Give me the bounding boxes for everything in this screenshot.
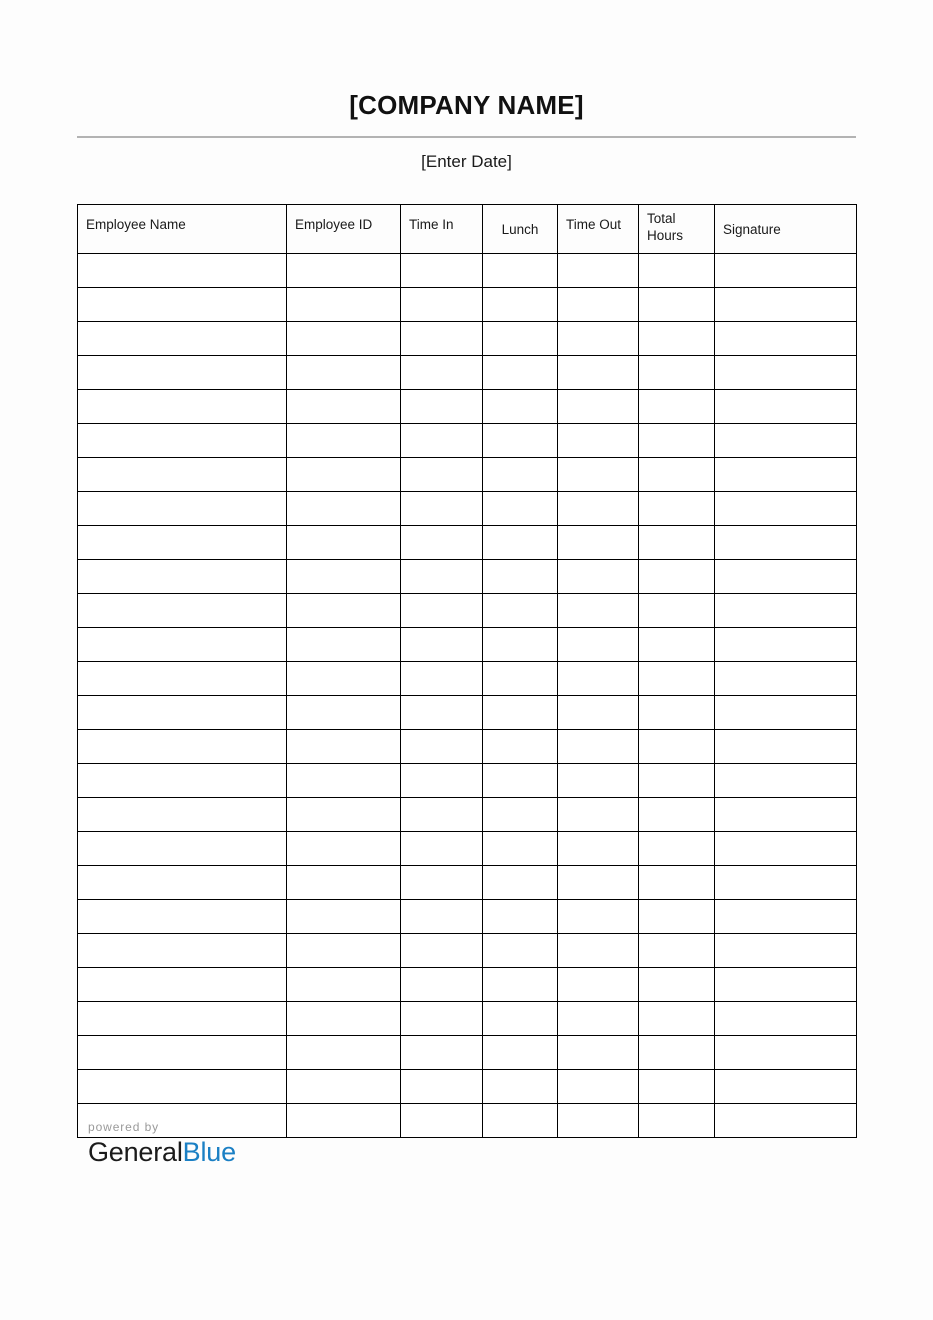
table-cell[interactable] (558, 1104, 639, 1138)
table-cell[interactable] (483, 424, 558, 458)
table-cell[interactable] (639, 594, 715, 628)
table-cell[interactable] (558, 764, 639, 798)
table-cell[interactable] (715, 424, 857, 458)
table-cell[interactable] (558, 390, 639, 424)
table-row[interactable] (78, 968, 857, 1002)
column-header-time-out: Time Out (558, 205, 639, 254)
table-row[interactable] (78, 934, 857, 968)
table-cell[interactable] (401, 662, 483, 696)
table-cell[interactable] (401, 696, 483, 730)
table-cell[interactable] (715, 322, 857, 356)
table-cell[interactable] (287, 832, 401, 866)
table-cell[interactable] (287, 866, 401, 900)
column-header-employee-id: Employee ID (287, 205, 401, 254)
table-cell[interactable] (639, 764, 715, 798)
table-cell[interactable] (639, 968, 715, 1002)
table-cell[interactable] (401, 900, 483, 934)
table-cell[interactable] (287, 1036, 401, 1070)
table-cell[interactable] (401, 424, 483, 458)
table-cell[interactable] (401, 968, 483, 1002)
table-cell[interactable] (639, 798, 715, 832)
table-cell[interactable] (558, 968, 639, 1002)
table-cell[interactable] (715, 458, 857, 492)
table-header-row (78, 205, 857, 254)
table-row[interactable] (78, 356, 857, 390)
table-row[interactable] (78, 832, 857, 866)
table-cell[interactable] (483, 560, 558, 594)
table-cell[interactable] (483, 288, 558, 322)
table-cell[interactable] (483, 526, 558, 560)
table-row[interactable] (78, 730, 857, 764)
table-cell[interactable] (78, 458, 287, 492)
table-cell[interactable] (558, 594, 639, 628)
table-cell[interactable] (287, 254, 401, 288)
table-cell[interactable] (78, 866, 287, 900)
table-cell[interactable] (287, 1002, 401, 1036)
table-cell[interactable] (639, 458, 715, 492)
table-cell[interactable] (715, 900, 857, 934)
table-cell[interactable] (401, 1002, 483, 1036)
table-cell[interactable] (558, 1036, 639, 1070)
table-cell[interactable] (639, 866, 715, 900)
table-cell[interactable] (401, 356, 483, 390)
table-cell[interactable] (78, 900, 287, 934)
table-cell[interactable] (558, 526, 639, 560)
table-cell[interactable] (558, 458, 639, 492)
table-cell[interactable] (483, 934, 558, 968)
table-cell[interactable] (287, 968, 401, 1002)
table-cell[interactable] (558, 288, 639, 322)
table-cell[interactable] (401, 1070, 483, 1104)
table-cell[interactable] (401, 1104, 483, 1138)
table-cell[interactable] (483, 1036, 558, 1070)
table-cell[interactable] (287, 696, 401, 730)
table-cell[interactable] (639, 934, 715, 968)
table-cell[interactable] (287, 288, 401, 322)
table-row[interactable] (78, 254, 857, 288)
table-cell[interactable] (715, 492, 857, 526)
table-cell[interactable] (78, 492, 287, 526)
table-cell[interactable] (78, 288, 287, 322)
table-cell[interactable] (639, 526, 715, 560)
table-cell[interactable] (715, 832, 857, 866)
brand-blue-text: Blue (182, 1137, 236, 1167)
table-cell[interactable] (401, 866, 483, 900)
brand-general-text: General (88, 1137, 183, 1167)
table-row[interactable] (78, 492, 857, 526)
table-row[interactable] (78, 526, 857, 560)
table-cell[interactable] (715, 730, 857, 764)
table-cell[interactable] (715, 866, 857, 900)
table-cell[interactable] (78, 322, 287, 356)
table-cell[interactable] (639, 492, 715, 526)
table-row[interactable] (78, 696, 857, 730)
table-cell[interactable] (639, 900, 715, 934)
table-cell[interactable] (483, 254, 558, 288)
table-cell[interactable] (558, 254, 639, 288)
page-title: [COMPANY NAME] (349, 90, 584, 120)
table-cell[interactable] (401, 934, 483, 968)
table-cell[interactable] (639, 356, 715, 390)
table-cell[interactable] (558, 832, 639, 866)
table-cell[interactable] (78, 628, 287, 662)
table-cell[interactable] (639, 662, 715, 696)
table-cell[interactable] (483, 798, 558, 832)
table-cell[interactable] (401, 594, 483, 628)
table-cell[interactable] (639, 1070, 715, 1104)
column-header-time-in: Time In (401, 205, 483, 254)
table-cell[interactable] (558, 866, 639, 900)
table-cell[interactable] (483, 1070, 558, 1104)
table-cell[interactable] (483, 968, 558, 1002)
table-row[interactable] (78, 1070, 857, 1104)
column-header-employee-name: Employee Name (78, 205, 287, 254)
table-cell[interactable] (78, 424, 287, 458)
table-cell[interactable] (401, 526, 483, 560)
table-row[interactable] (78, 594, 857, 628)
table-row[interactable] (78, 900, 857, 934)
table-cell[interactable] (401, 254, 483, 288)
table-cell[interactable] (401, 560, 483, 594)
table-cell[interactable] (483, 628, 558, 662)
table-cell[interactable] (287, 730, 401, 764)
table-row[interactable] (78, 288, 857, 322)
table-cell[interactable] (287, 798, 401, 832)
table-cell[interactable] (639, 254, 715, 288)
table-cell[interactable] (558, 662, 639, 696)
table-cell[interactable] (483, 1104, 558, 1138)
title-divider (77, 136, 856, 138)
table-cell[interactable] (639, 322, 715, 356)
table-cell[interactable] (483, 594, 558, 628)
column-header-lunch: Lunch (483, 205, 558, 254)
table-cell[interactable] (401, 1036, 483, 1070)
timesheet-table (77, 204, 857, 1138)
table-cell[interactable] (483, 458, 558, 492)
table-cell[interactable] (558, 1002, 639, 1036)
table-cell[interactable] (483, 356, 558, 390)
table-cell[interactable] (558, 560, 639, 594)
table-cell[interactable] (287, 492, 401, 526)
table-cell[interactable] (287, 1070, 401, 1104)
table-cell[interactable] (639, 390, 715, 424)
table-row[interactable] (78, 322, 857, 356)
table-cell[interactable] (287, 662, 401, 696)
table-cell[interactable] (78, 662, 287, 696)
table-row[interactable] (78, 798, 857, 832)
table-cell[interactable] (483, 322, 558, 356)
table-cell[interactable] (287, 1104, 401, 1138)
table-cell[interactable] (639, 560, 715, 594)
table-cell[interactable] (401, 832, 483, 866)
table-cell[interactable] (78, 934, 287, 968)
table-cell[interactable] (287, 356, 401, 390)
table-cell[interactable] (287, 934, 401, 968)
table-cell[interactable] (483, 900, 558, 934)
table-cell[interactable] (78, 560, 287, 594)
table-cell[interactable] (639, 832, 715, 866)
table-cell[interactable] (558, 424, 639, 458)
column-header-signature: Signature (715, 205, 857, 254)
table-cell[interactable] (715, 1070, 857, 1104)
table-cell[interactable] (715, 764, 857, 798)
table-row[interactable] (78, 764, 857, 798)
table-cell[interactable] (287, 322, 401, 356)
table-cell[interactable] (78, 390, 287, 424)
table-cell[interactable] (715, 696, 857, 730)
table-cell[interactable] (78, 1002, 287, 1036)
table-cell[interactable] (78, 764, 287, 798)
table-cell[interactable] (558, 730, 639, 764)
table-cell[interactable] (78, 526, 287, 560)
table-cell[interactable] (483, 832, 558, 866)
table-cell[interactable] (78, 594, 287, 628)
powered-by-label: powered by (88, 1120, 160, 1134)
table-cell[interactable] (639, 288, 715, 322)
table-cell[interactable] (639, 628, 715, 662)
table-cell[interactable] (78, 696, 287, 730)
table-cell[interactable] (287, 560, 401, 594)
table-cell[interactable] (483, 1002, 558, 1036)
table-cell[interactable] (401, 764, 483, 798)
table-cell[interactable] (715, 594, 857, 628)
table-cell[interactable] (287, 390, 401, 424)
table-cell[interactable] (401, 730, 483, 764)
table-cell[interactable] (639, 696, 715, 730)
table-cell[interactable] (401, 628, 483, 662)
table-cell[interactable] (639, 424, 715, 458)
table-cell[interactable] (287, 526, 401, 560)
table-cell[interactable] (287, 628, 401, 662)
table-cell[interactable] (401, 390, 483, 424)
table-cell[interactable] (78, 968, 287, 1002)
table-cell[interactable] (715, 798, 857, 832)
table-row[interactable] (78, 560, 857, 594)
table-cell[interactable] (715, 1104, 857, 1138)
table-cell[interactable] (558, 322, 639, 356)
table-cell[interactable] (78, 1036, 287, 1070)
table-cell[interactable] (639, 1002, 715, 1036)
table-cell[interactable] (78, 832, 287, 866)
table-cell[interactable] (287, 764, 401, 798)
table-cell[interactable] (715, 526, 857, 560)
column-header-total-hours: Total Hours (639, 205, 715, 254)
table-cell[interactable] (558, 934, 639, 968)
table-row[interactable] (78, 866, 857, 900)
table-row[interactable] (78, 390, 857, 424)
table-cell[interactable] (78, 1070, 287, 1104)
table-cell[interactable] (287, 424, 401, 458)
table-cell[interactable] (558, 900, 639, 934)
table-row[interactable] (78, 662, 857, 696)
table-cell[interactable] (483, 866, 558, 900)
table-cell[interactable] (483, 662, 558, 696)
table-cell[interactable] (483, 492, 558, 526)
table-cell[interactable] (287, 594, 401, 628)
table-cell[interactable] (558, 492, 639, 526)
table-cell[interactable] (78, 798, 287, 832)
table-row[interactable] (78, 1036, 857, 1070)
table-cell[interactable] (639, 730, 715, 764)
table-cell[interactable] (715, 1002, 857, 1036)
table-cell[interactable] (558, 1070, 639, 1104)
table-cell[interactable] (715, 254, 857, 288)
table-row[interactable] (78, 424, 857, 458)
table-cell[interactable] (715, 968, 857, 1002)
table-cell[interactable] (401, 458, 483, 492)
brand-wordmark (88, 1136, 236, 1168)
table-cell[interactable] (78, 730, 287, 764)
table-cell[interactable] (558, 628, 639, 662)
table-cell[interactable] (483, 730, 558, 764)
table-cell[interactable] (401, 492, 483, 526)
date-field[interactable]: [Enter Date] (421, 152, 512, 171)
table-cell[interactable] (287, 458, 401, 492)
table-cell[interactable] (483, 764, 558, 798)
table-cell[interactable] (715, 934, 857, 968)
table-cell[interactable] (287, 900, 401, 934)
general-blue-logo (88, 1120, 236, 1168)
table-cell[interactable] (483, 696, 558, 730)
table-cell[interactable] (483, 390, 558, 424)
table-cell[interactable] (639, 1104, 715, 1138)
table-cell[interactable] (715, 1036, 857, 1070)
table-row[interactable] (78, 628, 857, 662)
table-cell[interactable] (715, 356, 857, 390)
table-cell[interactable] (78, 254, 287, 288)
table-row[interactable] (78, 458, 857, 492)
table-cell[interactable] (639, 1036, 715, 1070)
table-cell[interactable] (715, 390, 857, 424)
table-cell[interactable] (715, 662, 857, 696)
table-cell[interactable] (558, 696, 639, 730)
table-cell[interactable] (715, 628, 857, 662)
table-cell[interactable] (558, 798, 639, 832)
table-cell[interactable] (401, 288, 483, 322)
table-row[interactable] (78, 1002, 857, 1036)
table-cell[interactable] (715, 560, 857, 594)
table-cell[interactable] (401, 322, 483, 356)
table-cell[interactable] (558, 356, 639, 390)
table-cell[interactable] (78, 356, 287, 390)
table-cell[interactable] (401, 798, 483, 832)
table-cell[interactable] (715, 288, 857, 322)
